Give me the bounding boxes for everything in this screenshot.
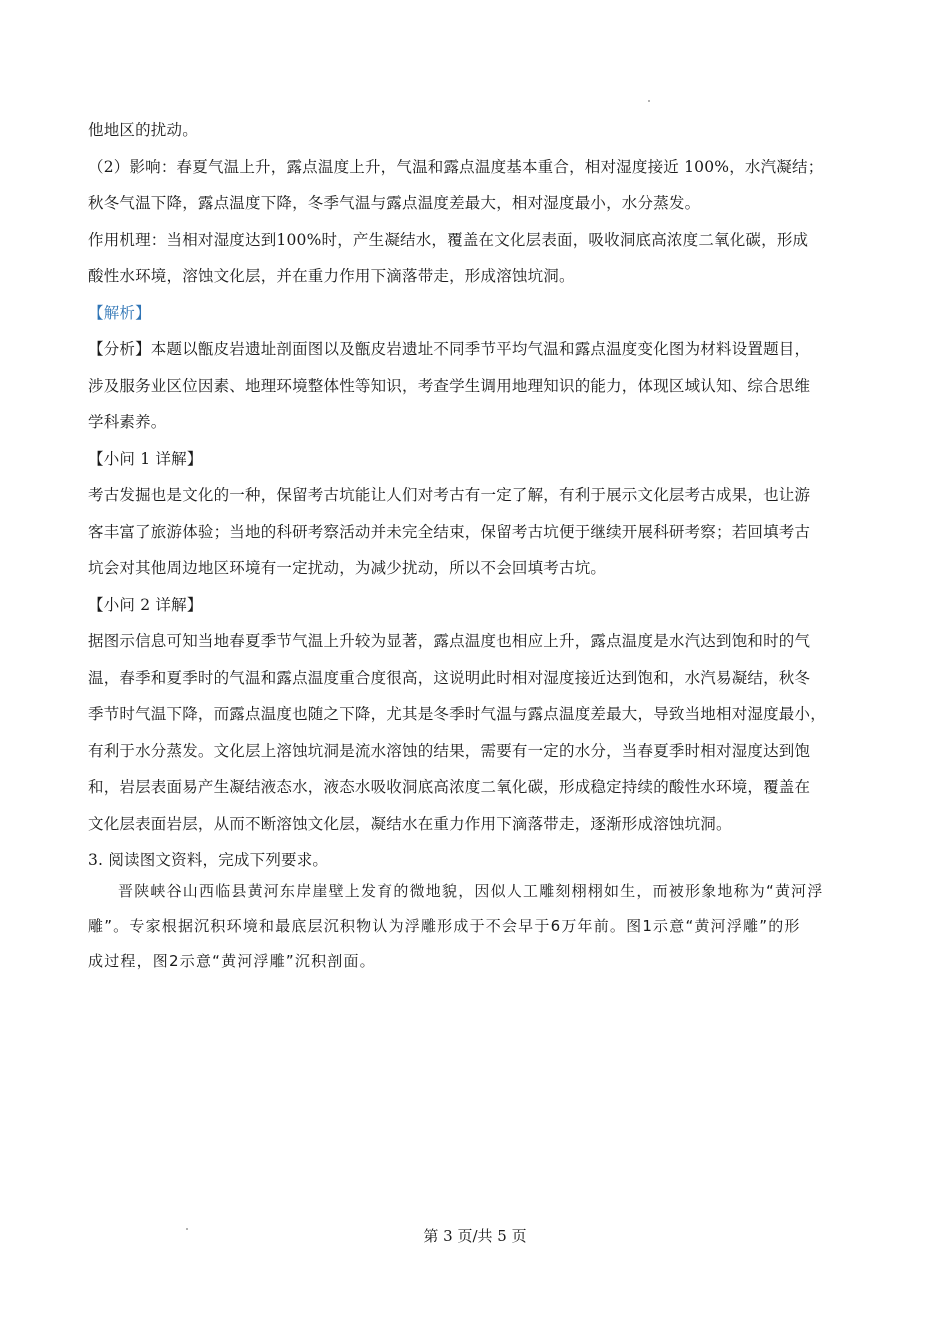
reading-line: 晋陕峡谷山西临县黄河东岸崖壁上发育的微地貌，因似人工雕刻栩栩如生，而被形象地称为“黄河浮	[118, 882, 824, 900]
q2-line: 季节时气温下降，而露点温度也随之下降，尤其是冬季时气温与露点温度差最大，导致当地相对湿度最小，	[88, 705, 826, 723]
page-number: 第 3 页/共 5 页	[423, 1227, 527, 1245]
q2-line: 和，岩层表面易产生凝结液态水，液态水吸收洞底高浓度二氧化碳，形成稳定持续的酸性水环境，覆盖在	[88, 778, 811, 796]
reading-material	[88, 874, 866, 979]
reading-line: 雕”。专家根据沉积环境和最底层沉积物认为浮雕形成于不会早于6万年前。图1示意“黄河浮雕”的形	[88, 917, 801, 935]
q1-heading: 【小问 1 详解】	[88, 449, 203, 468]
q1-line: 考古发掘也是文化的一种，保留考古坑能让人们对考古有一定了解，有利于展示文化层考古成果，也让游	[88, 486, 811, 504]
reading-line: 成过程，图2示意“黄河浮雕”沉积剖面。	[88, 952, 376, 970]
answer-line: 酸性水环境，溶蚀文化层，并在重力作用下滴落带走，形成溶蚀坑洞。	[88, 267, 575, 285]
q2-line: 文化层表面岩层，从而不断溶蚀文化层，凝结水在重力作用下滴落带走，逐渐形成溶蚀坑洞。	[88, 814, 732, 833]
analysis-line: 学科素养。	[88, 413, 167, 431]
q2-line: 据图示信息可知当地春夏季节气温上升较为显著，露点温度也相应上升，露点温度是水汽达到饱和时的气	[88, 632, 811, 650]
q2-line: 温，春季和夏季时的气温和露点温度重合度很高，这说明此时相对湿度接近达到饱和，水汽易凝结，秋冬	[88, 668, 811, 687]
q1-line: 客丰富了旅游体验；当地的科研考察活动并未完全结束，保留考古坑便于继续开展科研考察；若回填考古	[88, 522, 811, 541]
analysis-line: 涉及服务业区位因素、地理环境整体性等知识，考查学生调用地理知识的能力，体现区域认知、综合思维	[88, 376, 811, 395]
answer-section	[88, 112, 866, 879]
analysis-line: 【分析】本题以甑皮岩遗址剖面图以及甑皮岩遗址不同季节平均气温和露点温度变化图为材料设置题目，	[88, 340, 811, 358]
analysis-label: 【解析】	[88, 303, 151, 322]
answer-line: 秋冬气温下降，露点温度下降，冬季气温与露点温度差最大，相对湿度最小，水分蒸发。	[88, 194, 701, 212]
answer-line: 作用机理：当相对湿度达到100%时，产生凝结水，覆盖在文化层表面，吸收洞底高浓度二氧化碳，形成	[88, 230, 809, 249]
q2-line: 有利于水分蒸发。文化层上溶蚀坑洞是流水溶蚀的结果，需要有一定的水分，当春夏季时相对湿度达到饱	[88, 741, 811, 760]
q1-line: 坑会对其他周边地区环境有一定扰动，为减少扰动，所以不会回填考古坑。	[88, 559, 607, 577]
scan-speck	[648, 100, 650, 102]
answer-line: 他地区的扰动。	[88, 121, 198, 139]
question-3-prompt: 3. 阅读图文资料，完成下列要求。	[88, 851, 329, 869]
q2-heading: 【小问 2 详解】	[88, 595, 203, 614]
answer-line: （2）影响：春夏气温上升，露点温度上升，气温和露点温度基本重合，相对湿度接近 100%，水汽凝结；	[88, 157, 824, 176]
